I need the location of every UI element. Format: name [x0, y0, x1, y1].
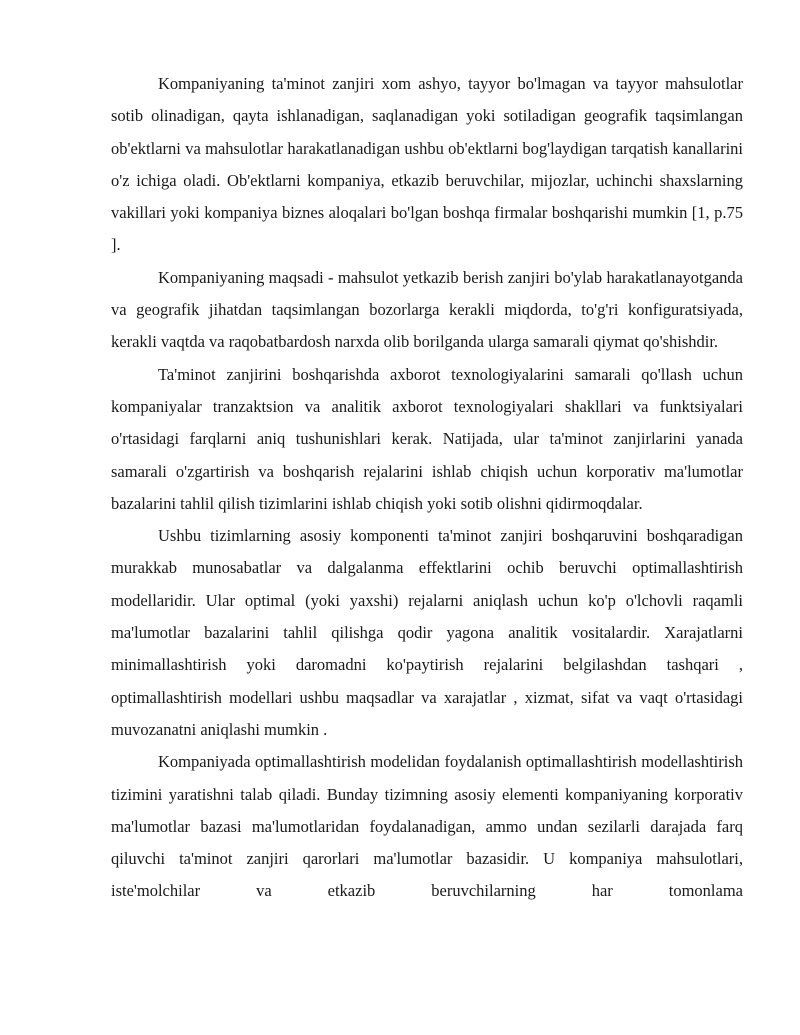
document-page [111, 68, 743, 908]
paragraph-optimization-models: Ushbu tizimlarning asosiy komponenti ta'minot zanjiri boshqaruvini boshqaradigan murakkab munosabatlar va dalgalanma effektlarini ochib beruvchi optimallashtirish modellaridir. Ular optimal (yoki yaxshi) rejalarni aniqlash uchun ko'p o'lchovli raqamli ma'lumotlar bazalarini tahlil qilishga qodir yagona analitik vositalardir. Xarajatlarni minimallashtirish yoki daromadni ko'paytirish rejalarini belgilashdan tashqari , optimallashtirish modellari ushbu maqsadlar va xarajatlar , xizmat, sifat va vaqt o'rtasidagi muvozanatni aniqlashi mumkin . [111, 526, 743, 739]
paragraph-information-technology: Ta'minot zanjirini boshqarishda axborot texnologiyalarini samarali qo'llash uchun kompaniyalar tranzaktsion va analitik axborot texnologiyalari shakllari va funktsiyalari o'rtasidagi farqlarni aniq tushunishlari kerak. Natijada, ular ta'minot zanjirlarini yanada samarali o'zgartirish va boshqarish rejalarini ishlab chiqish uchun korporativ ma'lumotlar bazalarini tahlil qilish tizimlarini ishlab chiqish yoki sotib olishni qidirmoqdalar. [111, 364, 743, 513]
paragraph-modeling-system: Kompaniyada optimallashtirish modelidan foydalanish optimallashtirish modellashtirish tizimini yaratishni talab qiladi. Bunday tizimning asosiy elementi kompaniyaning korporativ ma'lumotlar bazasi ma'lumotlaridan foydalanadigan, ammo undan sezilarli darajada farq qiluvchi ta'minot zanjiri qarorlari ma'lumotlar bazasidir. U kompaniya mahsulotlari, iste'molchilar va etkazib beruvchilarning har tomonlama [111, 752, 743, 901]
paragraph-company-goal: Kompaniyaning maqsadi - mahsulot yetkazib berish zanjiri bo'ylab harakatlanayotganda va geografik jihatdan taqsimlangan bozorlarga kerakli miqdorda, to'g'ri konfiguratsiyada, kerakli vaqtda va raqobatbardosh narxda olib borilganda ularga samarali qiymat qo'shishdir. [111, 267, 743, 352]
paragraph-supply-chain-definition: Kompaniyaning ta'minot zanjiri xom ashyo, tayyor bo'lmagan va tayyor mahsulotlar sotib olinadigan, qayta ishlanadigan, saqlanadigan yoki sotiladigan geografik taqsimlangan ob'ektlarni va mahsulotlar harakatlanadigan ushbu ob'ektlarni bog'laydigan tarqatish kanallarini o'z ichiga oladi. Ob'ektlarni kompaniya, etkazib beruvchilar, mijozlar, uchinchi shaxslarning vakillari yoki kompaniya biznes aloqalari bo'lgan boshqa firmalar boshqarishi mumkin [1, p.75 ]. [111, 74, 743, 255]
